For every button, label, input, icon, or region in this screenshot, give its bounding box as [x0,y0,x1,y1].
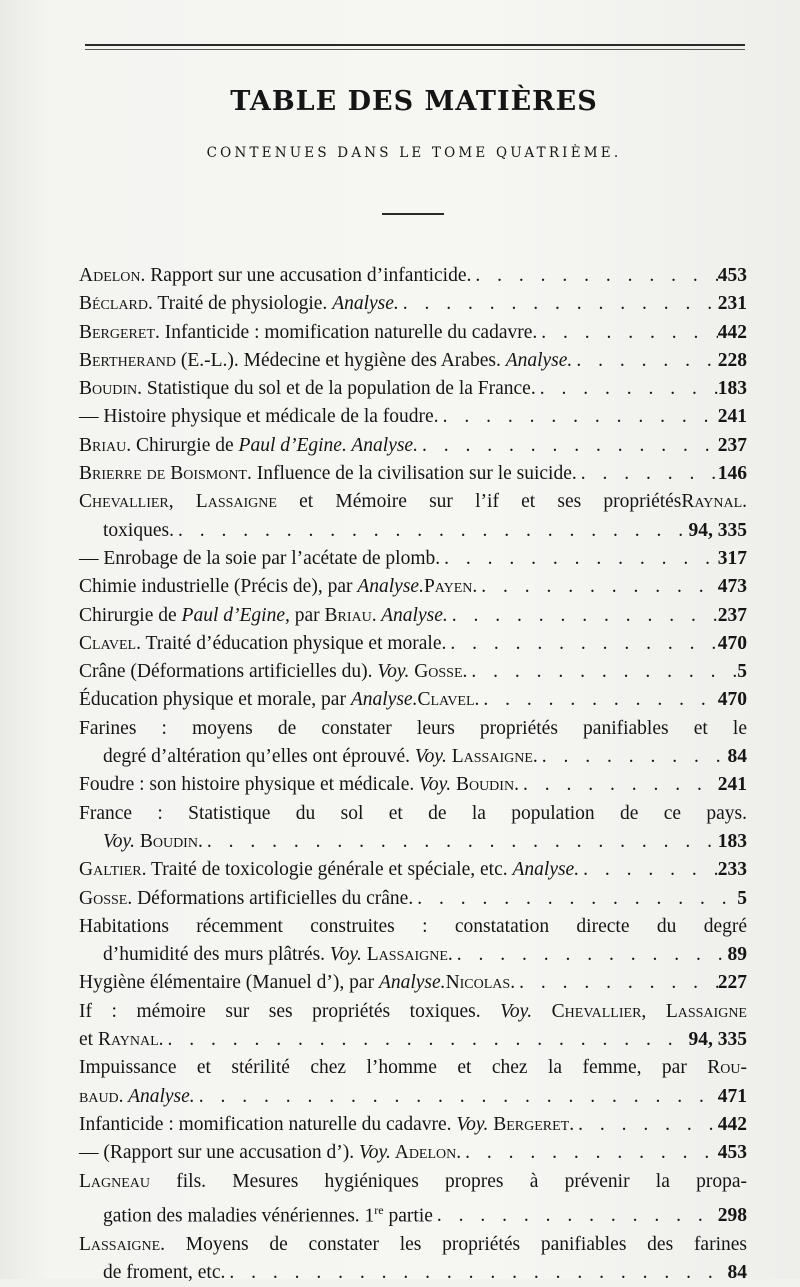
dot-leader [515,969,718,997]
entry-italic: Analyse. [332,293,399,315]
author-name: Chevallier, Lassaigne [79,491,277,513]
dot-leader [579,856,718,884]
dot-leader [572,347,717,375]
toc-entry [79,375,747,403]
author-name: Boudin. [451,774,519,796]
toc-entry-line [79,517,747,545]
author-name: Bertherand [79,349,176,371]
page-number: 442 [717,321,747,343]
toc-entry-text [79,803,747,824]
entry-text: de froment, etc. [103,1261,226,1283]
author-name: Lassaigne. [79,1233,166,1255]
author-name: Raynal. [97,1029,164,1051]
entry-italic: Analyse. [378,972,446,994]
toc-entry [79,1111,747,1139]
entry-italic: Voy. [419,774,452,796]
superscript: re [374,1202,384,1217]
toc-entry [79,800,747,857]
toc-entry [79,969,747,997]
toc-entry [79,545,747,573]
entry-italic: Voy. [358,1142,391,1164]
toc-entry-line [79,885,747,913]
author-name: Béclard. [79,293,153,315]
toc-entry-text [79,658,467,686]
toc-entry-line [79,743,747,771]
entry-text: et [276,491,336,513]
entry-text: Habitations récemment construites : constatation directe du degré [79,915,747,937]
entry-text: Impuissance et stérilité chez l’homme et chez la femme, par [79,1057,708,1079]
author-name: Raynal. [681,491,747,513]
page-number: 317 [717,547,747,569]
toc-entry-text [103,517,174,545]
entry-text: France : Statistique du sol et de la population de ce pays. [79,802,747,824]
dot-leader [439,403,718,431]
author-name: Rou- [707,1057,747,1079]
toc-entry [79,319,747,347]
entry-italic: Voy. [329,944,362,966]
entry-text: Rapport sur une accusation d’infanticide. [145,265,472,286]
toc-entry [79,658,747,686]
page-number: 237 [717,604,747,626]
toc-entry-line [79,347,747,375]
toc-entry [79,488,747,545]
toc-entry [79,630,747,658]
author-name: Adelon. [390,1142,462,1164]
toc-entry-text [79,1139,461,1167]
toc-entry-line [79,913,747,941]
page-number: 146 [717,463,747,485]
entry-italic: Analyse. [505,349,573,371]
entry-text: — (Rapport sur une accusation d’). [79,1142,359,1164]
entry-italic: Analyse. [376,604,448,626]
entry-text: Statistique du sol et de la population de la France. [142,378,536,400]
page-number: 84 [727,746,747,768]
dot-leader [433,1202,718,1230]
page-number: 298 [717,1205,747,1227]
toc-entry-line [79,969,747,997]
entry-text: Traité de toxicologie générale et spéciale, etc. [146,859,513,881]
author-name: Gosse. [79,887,133,909]
author-name: Chevallier, Lassaigne [532,1000,747,1022]
toc-entry-line [79,1168,747,1196]
toc-entry-text [79,969,515,997]
toc-entry-line [79,1231,747,1259]
author-name: Lassaigne. [446,746,538,768]
page-number: 241 [717,406,747,428]
author-name: Nicolas. [445,972,516,994]
entry-italic: Voy. [377,661,410,683]
author-name: Clavel. [417,689,480,711]
entry-italic: Voy. [500,1000,533,1022]
toc-entry-line [79,573,747,601]
toc-entry [79,913,747,970]
toc-entry-line [79,319,747,347]
toc-entry-line [79,1026,747,1054]
author-name: Payen. [423,576,478,598]
author-name: Boudin. [79,378,142,400]
dot-leader [536,375,718,403]
top-rule [85,44,745,46]
page-number: 228 [717,349,747,371]
toc-entry [79,460,747,488]
table-of-contents [79,262,747,1287]
toc-entry-line [79,828,747,856]
toc-entry-text [103,1196,433,1231]
author-name: Boudin. [134,830,203,852]
page-number: 5 [737,887,747,909]
toc-entry-text [79,347,572,375]
dot-leader [574,1111,718,1139]
toc-entry-line [79,602,747,630]
dot-leader [203,828,718,856]
entry-text: Éducation physique et morale, par [79,689,351,711]
dot-leader [537,319,717,347]
toc-entry [79,1139,747,1167]
toc-entry-line [79,432,747,460]
page-number: 470 [717,689,747,711]
entry-text: Moyens de constater les propriétés panifiables des farines [165,1233,747,1255]
toc-entry-line [79,1054,747,1082]
entry-text: — Histoire physique et médicale de la foudre. [79,406,439,428]
author-name: Gosse. [409,661,468,683]
toc-entry-line [79,658,747,686]
page-number: 183 [717,378,747,400]
dot-leader [471,262,717,290]
page-number: 453 [717,265,747,286]
dot-leader [453,941,728,969]
entry-text: partie [383,1205,433,1227]
toc-entry-text [79,602,448,630]
entry-text: Farines : moyens de constater leurs propriétés panifiables et le [79,717,747,739]
page-number: 183 [717,830,747,852]
page-number: 94, 335 [688,1029,747,1051]
dot-leader [519,771,718,799]
entry-text: Chimie industrielle (Précis de), par [79,576,358,598]
toc-entry-text [79,1171,747,1192]
toc-entry-line [79,460,747,488]
entry-text: Déformations artificielles du crâne. [132,887,414,909]
toc-entry-line [79,262,747,290]
dot-leader [440,545,718,573]
toc-entry-line [79,1111,747,1139]
toc-entry-line [79,1196,747,1231]
entry-text: Crâne (Déformations artificielles du). [79,661,378,683]
author-name: Clavel. [79,632,141,654]
dot-leader [195,1083,718,1111]
author-name: Briau. [79,434,132,456]
toc-entry [79,715,747,772]
entry-text: par [289,604,325,626]
toc-entry-text [79,1026,164,1054]
toc-entry-text [79,1083,195,1111]
entry-text: Traité d’éducation physique et morale. [140,632,447,654]
toc-entry [79,856,747,884]
toc-entry-text [79,1057,747,1078]
toc-entry [79,290,747,318]
dot-leader [225,1259,727,1287]
toc-entry [79,998,747,1055]
toc-entry-line [79,630,747,658]
toc-entry-text [79,460,577,488]
dot-leader [418,432,718,460]
author-name: Galtier. [79,859,147,881]
dot-leader [399,290,718,318]
entry-text: Mémoire sur l’if et ses propriétés [335,491,682,513]
page-number: 237 [717,434,747,456]
toc-entry [79,262,747,290]
dot-leader [577,460,718,488]
dot-leader [413,885,737,913]
toc-entry-line [79,290,747,318]
dot-leader [477,573,717,601]
entry-text: fils. Mesures hygiéniques propres à prévenir la propa- [150,1170,747,1192]
entry-text: d’humidité des murs plâtrés. [103,944,330,966]
toc-entry-text [79,1234,747,1255]
toc-entry-line [79,1083,747,1111]
page-number: 473 [717,576,747,598]
entry-text: If : mémoire sur ses propriétés toxiques. [79,1000,501,1022]
page-number: 241 [717,774,747,796]
entry-text: degré d’altération qu’elles ont éprouvé. [103,746,415,768]
toc-entry-text [79,262,471,290]
toc-entry-line [79,488,747,516]
entry-italic: Analyse. [123,1085,195,1107]
entry-text: Chirurgie de [131,434,239,456]
author-name: Brierre de Boismont. [79,463,252,485]
toc-entry-text [79,916,747,937]
page-subtitle: CONTENUES DANS LE TOME QUATRIÈME. [206,145,622,161]
toc-entry [79,1168,747,1231]
page-number: 471 [717,1085,747,1107]
top-rule-thin [85,49,745,50]
toc-entry-text [103,828,203,856]
entry-italic: Voy. [103,830,135,852]
entry-text: toxiques. [103,519,174,541]
toc-entry-line [79,856,747,884]
toc-entry [79,885,747,913]
page-number: 227 [717,972,747,994]
divider [382,213,444,215]
author-name: Bergeret. [488,1113,575,1135]
toc-entry-text [79,573,477,601]
page-number: 470 [717,632,747,654]
page-number: 233 [717,859,747,881]
toc-entry-text [79,319,537,347]
toc-entry-line [79,1259,747,1287]
toc-entry [79,771,747,799]
toc-entry-text [103,941,453,969]
entry-text: Influence de la civilisation sur le suicide. [251,463,577,485]
toc-entry [79,1054,747,1111]
entry-italic: Analyse. [350,689,418,711]
page-number: 453 [717,1142,747,1164]
dot-leader [164,1026,689,1054]
page-title: TABLE DES MATIÈRES [230,86,598,117]
entry-text: Infanticide : momification naturelle du cadavre. [79,1113,457,1135]
dot-leader [467,658,737,686]
toc-entry-text [79,1111,574,1139]
entry-text: Traité de physiologie. [152,293,333,315]
page-number: 84 [727,1261,747,1283]
dot-leader [446,630,717,658]
toc-entry-line [79,375,747,403]
toc-entry-text [103,1259,225,1287]
entry-italic: Paul d’Egine. Analyse. [238,434,418,456]
toc-entry-text [79,630,446,658]
toc-entry-line [79,771,747,799]
toc-entry-text [79,771,519,799]
author-name: Lagneau [79,1170,151,1192]
toc-entry-line [79,715,747,743]
toc-entry-line [79,686,747,714]
entry-text: gation des maladies vénériennes. 1 [103,1205,375,1227]
toc-entry-text [79,885,413,913]
entry-text: Chirurgie de [79,604,182,626]
toc-entry-text [79,491,747,512]
author-name: baud. [79,1085,124,1107]
entry-italic: Analyse. [512,859,580,881]
dot-leader [174,517,689,545]
toc-entry-text [79,545,440,573]
page-number: 442 [717,1113,747,1135]
entry-text: Foudre : son histoire physique et médicale. [79,774,420,796]
author-name: Adelon. [79,265,146,286]
entry-italic: Paul d’Egine, [181,604,290,626]
toc-entry-line [79,1139,747,1167]
toc-entry [79,432,747,460]
entry-text: — Enrobage de la soie par l’acétate de plomb. [79,547,441,569]
page-number: 89 [727,944,747,966]
toc-entry-line [79,545,747,573]
toc-entry-text [79,403,439,431]
entry-text: (E.-L.). Médecine et hygiène des Arabes. [175,349,506,371]
toc-entry [79,347,747,375]
toc-entry-text [79,375,536,403]
dot-leader [538,743,728,771]
author-name: Bergeret. [79,321,160,343]
entry-italic: Voy. [456,1113,489,1135]
dot-leader [448,602,718,630]
toc-entry-text [79,856,579,884]
toc-entry-line [79,403,747,431]
toc-entry-text [79,1001,747,1022]
author-name: Lassaigne. [361,944,453,966]
toc-entry-line [79,998,747,1026]
toc-entry-text [79,686,479,714]
toc-entry [79,602,747,630]
author-name: Briau. [324,604,377,626]
toc-entry [79,686,747,714]
entry-text: Infanticide : momification naturelle du cadavre. [159,321,538,343]
toc-entry-text [103,743,538,771]
toc-entry [79,403,747,431]
dot-leader [461,1139,718,1167]
entry-italic: Analyse. [357,576,424,598]
page-number: 231 [717,293,747,315]
page-number: 94, 335 [688,519,747,541]
entry-text: et [79,1029,98,1051]
toc-entry [79,573,747,601]
toc-entry-line [79,941,747,969]
toc-entry-text [79,432,418,460]
page-number: 5 [737,661,747,683]
entry-italic: Voy. [414,746,447,768]
toc-entry-line [79,800,747,828]
entry-text: Hygiène élémentaire (Manuel d’), par [79,972,379,994]
dot-leader [479,686,717,714]
toc-entry-text [79,718,747,739]
toc-entry-text [79,290,399,318]
